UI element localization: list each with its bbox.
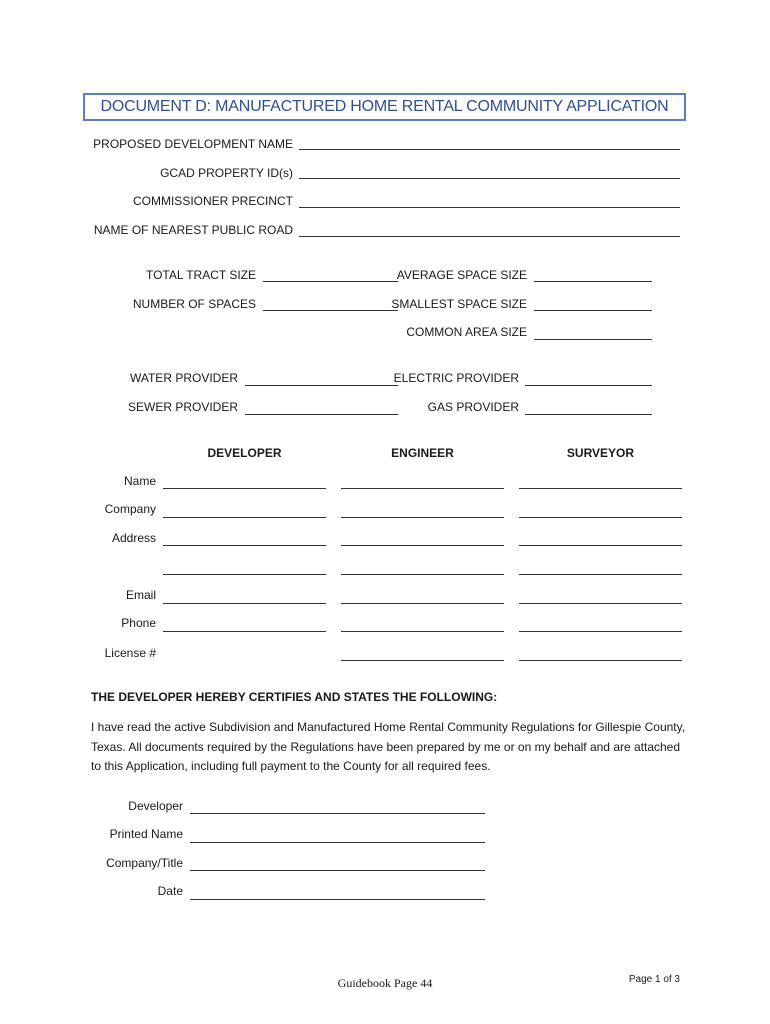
engineer-address-line2-input[interactable] xyxy=(341,574,504,575)
developer-company-input[interactable] xyxy=(163,517,326,518)
number-of-spaces-input[interactable] xyxy=(263,310,398,311)
engineer-license-input[interactable] xyxy=(341,660,504,661)
surveyor-address-line2-input[interactable] xyxy=(519,574,682,575)
certification-heading: THE DEVELOPER HEREBY CERTIFIES AND STATES THE FOLLOWING: xyxy=(91,690,498,704)
document-title-box xyxy=(83,93,686,121)
contact-address-label: Address xyxy=(111,531,156,545)
signature-printed-name-input[interactable] xyxy=(190,842,485,843)
document-title: DOCUMENT D: MANUFACTURED HOME RENTAL COMMUNITY APPLICATION xyxy=(100,98,669,115)
total-tract-size-label: TOTAL TRACT SIZE xyxy=(145,268,256,282)
commissioner-precinct-input[interactable] xyxy=(299,207,680,208)
number-of-spaces-label: NUMBER OF SPACES xyxy=(132,297,256,311)
developer-name-input[interactable] xyxy=(163,488,326,489)
signature-company-title-input[interactable] xyxy=(190,870,485,871)
commissioner-precinct-label: COMMISSIONER PRECINCT xyxy=(132,194,293,208)
contact-phone-label: Phone xyxy=(121,616,156,630)
gcad-property-id-label: GCAD PROPERTY ID(s) xyxy=(160,166,293,180)
page-number-footer: Page 1 of 3 xyxy=(628,974,680,985)
signature-date-label: Date xyxy=(157,884,183,898)
surveyor-phone-input[interactable] xyxy=(519,631,682,632)
surveyor-company-input[interactable] xyxy=(519,517,682,518)
proposed-development-name-label: PROPOSED DEVELOPMENT NAME xyxy=(93,137,293,151)
electric-provider-input[interactable] xyxy=(525,385,652,386)
gcad-property-id-input[interactable] xyxy=(299,178,680,179)
gas-provider-input[interactable] xyxy=(525,414,652,415)
developer-column-header: DEVELOPER xyxy=(207,446,282,460)
water-provider-label: WATER PROVIDER xyxy=(129,371,238,385)
surveyor-name-input[interactable] xyxy=(519,488,682,489)
contact-company-label: Company xyxy=(104,502,156,516)
sewer-provider-input[interactable] xyxy=(245,414,398,415)
smallest-space-size-input[interactable] xyxy=(534,310,652,311)
surveyor-license-input[interactable] xyxy=(519,660,682,661)
water-provider-input[interactable] xyxy=(245,385,398,386)
engineer-company-input[interactable] xyxy=(341,517,504,518)
electric-provider-label: ELECTRIC PROVIDER xyxy=(393,371,519,385)
developer-address-input[interactable] xyxy=(163,545,326,546)
developer-phone-input[interactable] xyxy=(163,631,326,632)
contact-name-label: Name xyxy=(123,474,156,488)
surveyor-address-input[interactable] xyxy=(519,545,682,546)
developer-email-input[interactable] xyxy=(163,603,326,604)
guidebook-page-footer: Guidebook Page 44 xyxy=(337,976,433,990)
surveyor-column-header: SURVEYOR xyxy=(566,446,635,460)
common-area-size-input[interactable] xyxy=(534,339,652,340)
signature-company-title-label: Company/Title xyxy=(106,856,183,870)
engineer-phone-input[interactable] xyxy=(341,631,504,632)
signature-printed-name-label: Printed Name xyxy=(109,827,183,841)
sewer-provider-label: SEWER PROVIDER xyxy=(127,400,238,414)
engineer-column-header: ENGINEER xyxy=(391,446,454,460)
engineer-address-input[interactable] xyxy=(341,545,504,546)
signature-date-input[interactable] xyxy=(190,899,485,900)
smallest-space-size-label: SMALLEST SPACE SIZE xyxy=(391,297,527,311)
engineer-email-input[interactable] xyxy=(341,603,504,604)
average-space-size-label: AVERAGE SPACE SIZE xyxy=(396,268,527,282)
certification-paragraph: I have read the active Subdivision and Manufactured Home Rental Community Regulations for Gillespie County, Texas. All documents required by the Regulations have been prepared by me or on my behalf and are attached to this Application, including full payment to the County for all required fees. xyxy=(91,720,686,773)
nearest-public-road-input[interactable] xyxy=(299,236,680,237)
surveyor-email-input[interactable] xyxy=(519,603,682,604)
nearest-public-road-label: NAME OF NEAREST PUBLIC ROAD xyxy=(93,223,293,237)
signature-developer-input[interactable] xyxy=(190,813,485,814)
average-space-size-input[interactable] xyxy=(534,281,652,282)
engineer-name-input[interactable] xyxy=(341,488,504,489)
common-area-size-label: COMMON AREA SIZE xyxy=(406,325,527,339)
total-tract-size-input[interactable] xyxy=(263,281,398,282)
proposed-development-name-input[interactable] xyxy=(299,149,680,150)
developer-address-line2-input[interactable] xyxy=(163,574,326,575)
contact-email-label: Email xyxy=(125,588,156,602)
gas-provider-label: GAS PROVIDER xyxy=(427,400,519,414)
contact-license-label: License # xyxy=(104,646,156,660)
signature-developer-label: Developer xyxy=(128,799,183,813)
